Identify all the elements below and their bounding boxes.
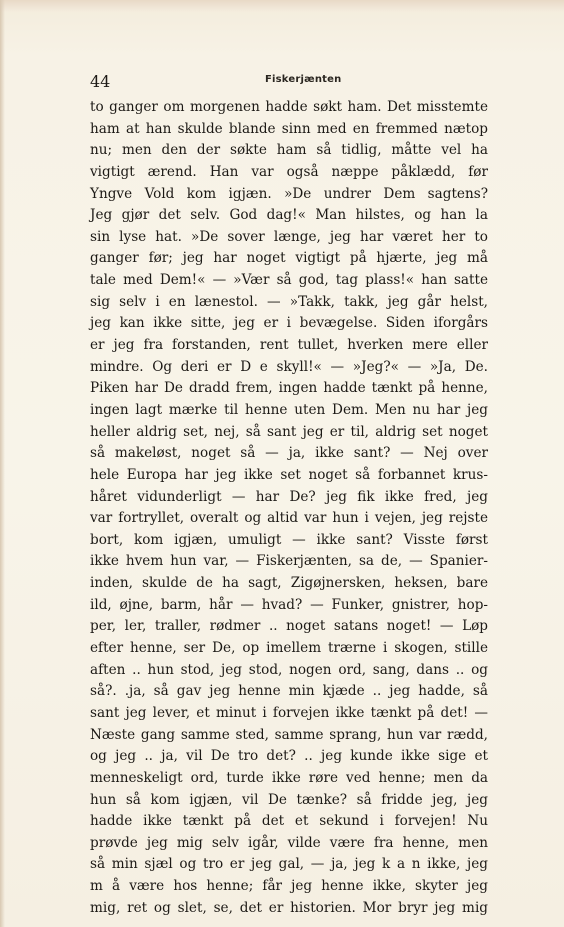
text-line: ild, øjne, barm, hår — hvad? — Funker, gnistrer, hop-: [90, 596, 488, 613]
text-line: vigtigt ærend. Han var også næppe påklædd, før: [90, 163, 488, 180]
text-line: Yngve Vold kom igjæn. »De undrer Dem sagtens?: [90, 185, 488, 202]
text-line: sant jeg lever, et minut i forvejen ikke tænkt på det! —: [90, 704, 488, 721]
text-line: håret vidunderligt — har De? jeg fik ikke fred, jeg: [90, 488, 488, 505]
text-line: bort, kom igjæn, umuligt — ikke sant? Visste først: [90, 531, 488, 548]
text-line: hele Europa har jeg ikke set noget så forbannet krus-: [90, 466, 488, 483]
text-line: inden, skulde de ha sagt, Zigøjnersken, heksen, bare: [90, 575, 488, 592]
text-line: sig selv i en lænestol. — »Takk, takk, jeg går helst,: [90, 293, 488, 310]
text-line: sin lyse hat. »De sover længe, jeg har været her to: [90, 228, 488, 245]
text-line: ganger før; jeg har noget vigtigt på hjærte, jeg må: [90, 250, 488, 267]
text-line: så min sjæl og tro er jeg gal, — ja, jeg k a n ikke, jeg: [90, 856, 488, 873]
text-line: nu; men den der søkte ham så tidlig, måtte vel ha: [90, 142, 488, 159]
text-line: og jeg .. ja, vil De tro det? .. jeg kunde ikke sige et: [90, 748, 488, 765]
text-line: så makeløst, noget så — ja, ikke sant? — Nej over: [90, 445, 488, 462]
text-line: aften .. hun stod, jeg stod, nogen ord, sang, dans .. og: [90, 661, 488, 678]
running-title: Fiskerjænten: [265, 74, 342, 85]
text-line: så?. .ja, så gav jeg henne min kjæde .. jeg hadde, så: [90, 683, 488, 700]
text-line: hun så kom igjæn, vil De tænke? så fridde jeg, jeg: [90, 791, 488, 808]
body-text: [90, 97, 488, 919]
text-line: mindre. Og deri er D e skyll!« — »Jeg?« — »Ja, De.: [90, 358, 488, 375]
page-header: [90, 70, 488, 92]
text-line: prøvde jeg mig selv igår, vilde være fra henne, men: [90, 834, 488, 851]
text-line: menneskeligt ord, turde ikke røre ved henne; men da: [90, 769, 488, 786]
page-top-edge: [0, 0, 564, 12]
text-line: ingen lagt mærke til henne uten Dem. Men nu har jeg: [90, 401, 488, 418]
text-line: m å være hos henne; får jeg henne ikke, skyter jeg: [90, 878, 488, 895]
text-line: tale med Dem!« — »Vær så god, tag plass!« han satte: [90, 272, 488, 289]
text-line: ikke hvem hun var, — Fiskerjænten, sa de, — Spanier-: [90, 553, 488, 570]
text-line: to ganger om morgenen hadde søkt ham. Det misstemte: [90, 99, 488, 115]
text-line: per, ler, traller, rødmer .. noget satans noget! — Løp: [90, 618, 488, 635]
text-line: hadde ikke tænkt på det et sekund i forvejen! Nu: [90, 813, 488, 830]
text-line: efter henne, ser De, op imellem trærne i skogen, stille: [90, 640, 488, 657]
text-line: ham at han skulde blande sinn med en fremmed nætop: [90, 120, 488, 137]
text-line: Jeg gjør det selv. God dag!« Man hilstes, og han la: [90, 207, 488, 224]
page-binding-edge: [0, 0, 5, 927]
text-line: var fortryllet, overalt og altid var hun i vejen, jeg rejste: [90, 510, 488, 527]
text-line: mig, ret og slet, se, det er historien. Mor bryr jeg mig: [90, 899, 488, 916]
text-line: jeg kan ikke sitte, jeg er i bevægelse. Siden iforgårs: [90, 315, 488, 332]
text-line: Næste gang samme sted, samme sprang, hun var rædd,: [90, 726, 488, 743]
text-line: Piken har De dradd frem, ingen hadde tænkt på henne,: [90, 380, 488, 397]
text-line: heller aldrig set, nej, så sant jeg er til, aldrig set noget: [90, 423, 488, 440]
text-line: er jeg fra forstanden, rent tullet, hverken mere eller: [90, 337, 488, 354]
page-number: 44: [90, 72, 111, 91]
